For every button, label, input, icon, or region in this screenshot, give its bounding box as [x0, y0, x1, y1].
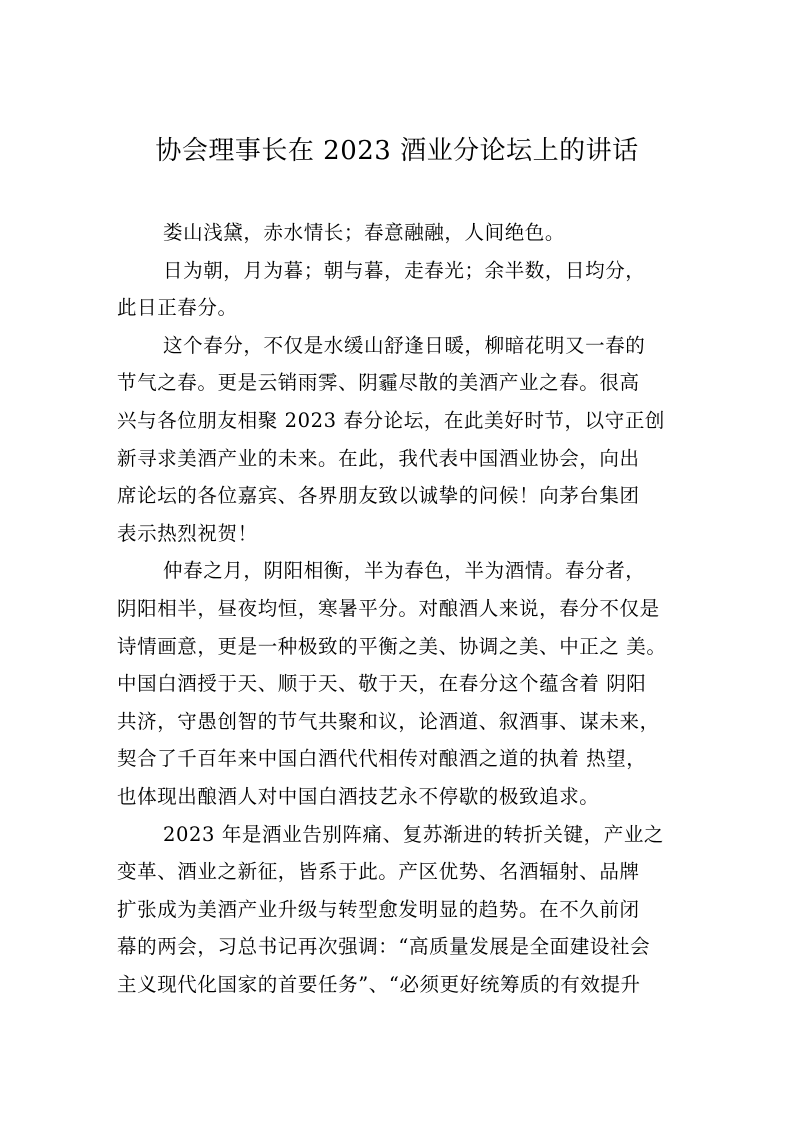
text-line: 变革、酒业之新征，皆系于此。产区优势、名酒辐射、品牌: [117, 860, 640, 884]
text-line: 新寻求美酒产业的未来。在此，我代表中国酒业协会，向出: [117, 446, 640, 470]
text-line: 共济，守愚创智的节气共聚和议，论酒道、叙酒事、谋未来，: [117, 709, 660, 733]
text-line: 表示热烈祝贺！: [117, 521, 258, 545]
text-line: 2023 年是酒业告别阵痛、复苏渐进的转折关键，产业之: [163, 822, 665, 846]
document-title: 协会理事长在 2023 酒业分论坛上的讲话: [155, 136, 639, 166]
text-line: 娄山浅黛，赤水情长；春意融融，人间绝色。: [163, 221, 566, 244]
text-line: 此日正春分。: [117, 296, 238, 320]
text-line: 诗情画意，更是一种极致的平衡之美、协调之美、中正之 美。: [117, 634, 667, 658]
text-line: 日为朝，月为暮；朝与暮，走春光；余半数，日均分，: [163, 258, 646, 282]
text-line: 中国白酒授于天、顺于天、敬于天，在春分这个蕴含着 阴阳: [117, 672, 647, 696]
text-line: 也体现出酿酒人对中国白酒技艺永不停歇的极致追求。: [117, 785, 600, 808]
text-line: 阴阳相半，昼夜均恒，寒暑平分。对酿酒人来说，春分不仅是: [117, 597, 660, 620]
text-line: 扩张成为美酒产业升级与转型愈发明显的趋势。在不久前闭: [117, 897, 640, 921]
text-line: 这个春分，不仅是水缓山舒逢日暖，柳暗花明又一春的: [163, 333, 646, 357]
text-line: 席论坛的各位嘉宾、各界朋友致以诚挚的问候！向茅台集团: [117, 484, 640, 508]
text-line: 契合了千百年来中国白酒代代相传对酿酒之道的执着 热望，: [117, 747, 647, 771]
text-line: 兴与各位朋友相聚 2023 春分论坛，在此美好时节，以守正创: [117, 409, 666, 432]
text-line: 主义现代化国家的首要任务”、“必须更好统筹质的有效提升: [117, 973, 641, 996]
text-line: 节气之春。更是云销雨霁、阴霾尽散的美酒产业之春。很高: [117, 371, 640, 395]
text-line: 幕的两会，习总书记再次强调：“高质量发展是全面建设社会: [117, 935, 651, 959]
text-line: 仲春之月，阴阳相衡，半为春色，半为酒情。春分者，: [163, 559, 646, 583]
